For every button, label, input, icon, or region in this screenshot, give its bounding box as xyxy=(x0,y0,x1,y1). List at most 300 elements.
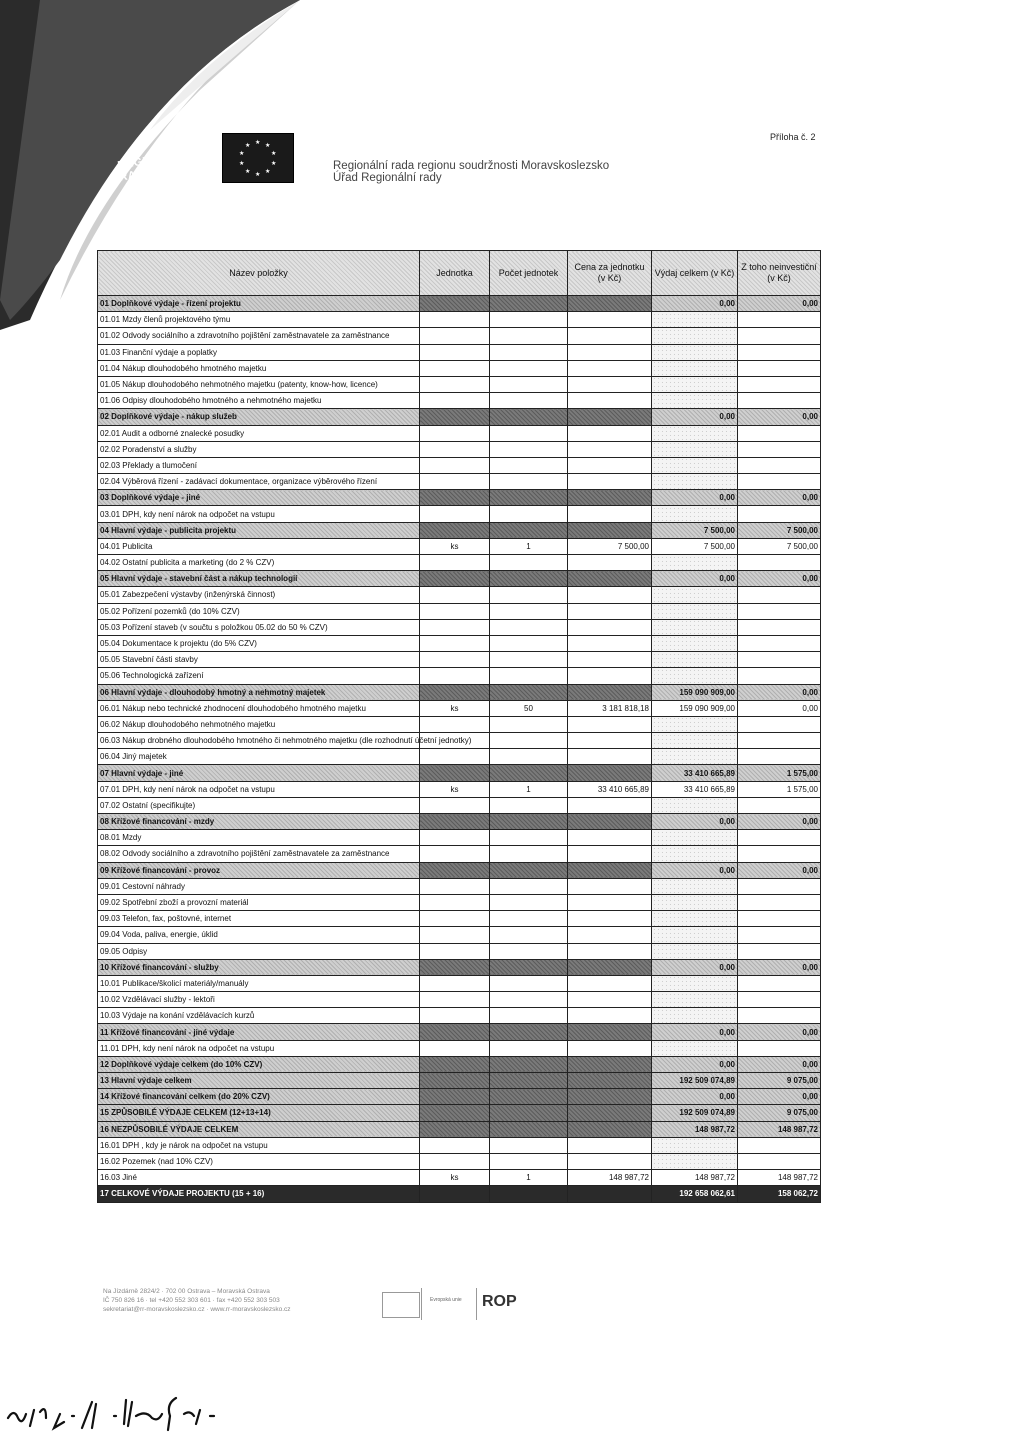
item-unit xyxy=(420,441,490,457)
table-group-row xyxy=(98,296,821,312)
table-row xyxy=(98,344,821,360)
item-noninvestment xyxy=(738,797,821,813)
item-count xyxy=(490,555,568,571)
table-group-row xyxy=(98,862,821,878)
table-row xyxy=(98,619,821,635)
item-noninvestment xyxy=(738,652,821,668)
item-total xyxy=(652,344,738,360)
col-header-unit: Jednotka xyxy=(420,251,490,296)
item-noninvestment: 7 500,00 xyxy=(738,538,821,554)
item-noninvestment xyxy=(738,992,821,1008)
item-total xyxy=(652,975,738,991)
item-price xyxy=(568,1121,652,1137)
item-price xyxy=(568,1056,652,1072)
item-count xyxy=(490,684,568,700)
item-total xyxy=(652,619,738,635)
item-price xyxy=(568,894,652,910)
item-unit xyxy=(420,716,490,732)
item-count xyxy=(490,652,568,668)
item-price: 7 500,00 xyxy=(568,538,652,554)
item-name: 13 Hlavní výdaje celkem xyxy=(98,1073,420,1089)
item-total xyxy=(652,894,738,910)
item-name: 05.01 Zabezpečení výstavby (inženýrská činnost) xyxy=(98,587,420,603)
table-group-row xyxy=(98,490,821,506)
item-name: 09 Křížové financování - provoz xyxy=(98,862,420,878)
item-count xyxy=(490,1073,568,1089)
table-row xyxy=(98,943,821,959)
item-name: 09.02 Spotřební zboží a provozní materiál xyxy=(98,894,420,910)
item-count xyxy=(490,1105,568,1121)
table-row xyxy=(98,894,821,910)
table-row xyxy=(98,1040,821,1056)
item-unit xyxy=(420,587,490,603)
item-unit xyxy=(420,312,490,328)
item-count xyxy=(490,814,568,830)
item-unit xyxy=(420,959,490,975)
footer-address xyxy=(103,1287,291,1314)
item-unit xyxy=(420,1153,490,1169)
item-count xyxy=(490,360,568,376)
item-price xyxy=(568,490,652,506)
item-name: 05.03 Pořízení staveb (v součtu s položkou 05.02 do 50 % CZV) xyxy=(98,619,420,635)
header-title-line1: Regionální rada regionu soudržnosti Moravskoslezsko xyxy=(333,160,610,172)
item-price xyxy=(568,409,652,425)
item-noninvestment xyxy=(738,312,821,328)
item-price xyxy=(568,878,652,894)
item-name: 01.02 Odvody sociálního a zdravotního pojištění zaměstnavatele za zaměstnance xyxy=(98,328,420,344)
item-name: 12 Doplňkové výdaje celkem (do 10% CZV) xyxy=(98,1056,420,1072)
item-total xyxy=(652,733,738,749)
item-unit xyxy=(420,1137,490,1153)
item-noninvestment: 1 575,00 xyxy=(738,781,821,797)
item-noninvestment: 0,00 xyxy=(738,296,821,312)
item-name: 08.01 Mzdy xyxy=(98,830,420,846)
item-name: 08 Křížové financování - mzdy xyxy=(98,814,420,830)
item-noninvestment: 158 062,72 xyxy=(738,1186,821,1202)
item-name: 04.01 Publicita xyxy=(98,538,420,554)
item-name: 05 Hlavní výdaje - stavební část a nákup technologií xyxy=(98,571,420,587)
item-unit xyxy=(420,668,490,684)
item-total xyxy=(652,716,738,732)
item-count xyxy=(490,441,568,457)
table-row xyxy=(98,635,821,651)
item-unit xyxy=(420,490,490,506)
table-group-row xyxy=(98,571,821,587)
item-total xyxy=(652,830,738,846)
item-name: 10.02 Vzdělávací služby - lektoři xyxy=(98,992,420,1008)
item-unit xyxy=(420,911,490,927)
item-count xyxy=(490,1008,568,1024)
item-count xyxy=(490,894,568,910)
item-total xyxy=(652,749,738,765)
item-unit xyxy=(420,1008,490,1024)
item-count xyxy=(490,1153,568,1169)
item-unit xyxy=(420,814,490,830)
item-name: 03.01 DPH, kdy není nárok na odpočet na vstupu xyxy=(98,506,420,522)
item-total xyxy=(652,668,738,684)
item-unit xyxy=(420,1073,490,1089)
item-name: 02.02 Poradenství a služby xyxy=(98,441,420,457)
item-noninvestment xyxy=(738,441,821,457)
table-group-row xyxy=(98,1121,821,1137)
item-total xyxy=(652,652,738,668)
item-name: 11.01 DPH, kdy není nárok na odpočet na vstupu xyxy=(98,1040,420,1056)
item-count xyxy=(490,830,568,846)
item-unit xyxy=(420,684,490,700)
budget-table-body xyxy=(98,296,821,1203)
item-unit: ks xyxy=(420,781,490,797)
item-unit xyxy=(420,992,490,1008)
item-price xyxy=(568,733,652,749)
item-name: 16.01 DPH , kdy je nárok na odpočet na vstupu xyxy=(98,1137,420,1153)
item-name: 07.01 DPH, kdy není nárok na odpočet na vstupu xyxy=(98,781,420,797)
table-row xyxy=(98,749,821,765)
item-count xyxy=(490,522,568,538)
item-price xyxy=(568,1186,652,1202)
item-noninvestment xyxy=(738,668,821,684)
item-price xyxy=(568,474,652,490)
header-title xyxy=(333,160,609,184)
item-price xyxy=(568,571,652,587)
item-unit: ks xyxy=(420,700,490,716)
item-noninvestment xyxy=(738,425,821,441)
item-total: 0,00 xyxy=(652,1056,738,1072)
item-price xyxy=(568,441,652,457)
item-name: 09.01 Cestovní náhrady xyxy=(98,878,420,894)
item-noninvestment xyxy=(738,830,821,846)
item-total xyxy=(652,1040,738,1056)
item-count: 1 xyxy=(490,781,568,797)
item-unit: ks xyxy=(420,538,490,554)
item-unit xyxy=(420,878,490,894)
item-count xyxy=(490,376,568,392)
item-unit xyxy=(420,522,490,538)
item-count xyxy=(490,393,568,409)
item-price xyxy=(568,797,652,813)
table-row xyxy=(98,457,821,473)
table-row xyxy=(98,474,821,490)
item-unit xyxy=(420,1056,490,1072)
table-group-row xyxy=(98,522,821,538)
item-count xyxy=(490,506,568,522)
footer-line1: Na Jízdárně 2824/2 · 702 00 Ostrava – Moravská Ostrava xyxy=(103,1288,270,1295)
item-name: 09.03 Telefon, fax, poštovné, internet xyxy=(98,911,420,927)
item-price xyxy=(568,749,652,765)
item-price xyxy=(568,425,652,441)
item-noninvestment: 0,00 xyxy=(738,571,821,587)
item-unit xyxy=(420,1105,490,1121)
item-total: 0,00 xyxy=(652,959,738,975)
item-noninvestment xyxy=(738,733,821,749)
item-price xyxy=(568,1089,652,1105)
table-row xyxy=(98,652,821,668)
item-noninvestment xyxy=(738,376,821,392)
table-row xyxy=(98,538,821,554)
item-total xyxy=(652,1008,738,1024)
item-price xyxy=(568,555,652,571)
item-unit xyxy=(420,1040,490,1056)
item-price xyxy=(568,943,652,959)
item-noninvestment xyxy=(738,555,821,571)
item-unit xyxy=(420,943,490,959)
item-count xyxy=(490,603,568,619)
item-total xyxy=(652,328,738,344)
item-total: 33 410 665,89 xyxy=(652,765,738,781)
item-count xyxy=(490,1186,568,1202)
item-price xyxy=(568,846,652,862)
table-row xyxy=(98,328,821,344)
item-price xyxy=(568,1153,652,1169)
footer-line3: sekretariat@rr-moravskoslezsko.cz · www.rr-moravskoslezsko.cz xyxy=(103,1306,291,1313)
item-noninvestment xyxy=(738,619,821,635)
item-name: 04 Hlavní výdaje - publicita projektu xyxy=(98,522,420,538)
item-noninvestment xyxy=(738,474,821,490)
item-price xyxy=(568,457,652,473)
item-total xyxy=(652,474,738,490)
item-name: 01 Doplňkové výdaje - řízení projektu xyxy=(98,296,420,312)
item-count: 1 xyxy=(490,538,568,554)
item-name: 11 Křížové financování - jiné výdaje xyxy=(98,1024,420,1040)
col-header-name: Název položky xyxy=(98,251,420,296)
item-price xyxy=(568,1040,652,1056)
item-total xyxy=(652,911,738,927)
item-count xyxy=(490,425,568,441)
item-total xyxy=(652,635,738,651)
footer-eu-flag-icon xyxy=(382,1292,420,1318)
item-noninvestment xyxy=(738,1153,821,1169)
item-unit xyxy=(420,1024,490,1040)
item-noninvestment xyxy=(738,360,821,376)
item-total: 0,00 xyxy=(652,1024,738,1040)
logo-text: REGIONÁLNÍ RADA xyxy=(116,148,192,184)
item-noninvestment xyxy=(738,1040,821,1056)
item-noninvestment xyxy=(738,1137,821,1153)
item-noninvestment: 0,00 xyxy=(738,700,821,716)
table-group-row xyxy=(98,1056,821,1072)
item-price xyxy=(568,1073,652,1089)
item-noninvestment: 0,00 xyxy=(738,684,821,700)
item-unit xyxy=(420,862,490,878)
item-total: 0,00 xyxy=(652,862,738,878)
item-total xyxy=(652,797,738,813)
item-count xyxy=(490,797,568,813)
item-total xyxy=(652,312,738,328)
item-name: 14 Křížové financování celkem (do 20% CZV) xyxy=(98,1089,420,1105)
item-name: 01.04 Nákup dlouhodobého hmotného majetku xyxy=(98,360,420,376)
item-unit xyxy=(420,619,490,635)
footer-line2: IČ 750 826 16 · tel +420 552 303 601 · fax +420 552 303 503 xyxy=(103,1297,280,1304)
item-count xyxy=(490,959,568,975)
item-total: 33 410 665,89 xyxy=(652,781,738,797)
item-noninvestment: 148 987,72 xyxy=(738,1170,821,1186)
item-price xyxy=(568,376,652,392)
item-unit xyxy=(420,1121,490,1137)
item-total: 148 987,72 xyxy=(652,1170,738,1186)
item-count xyxy=(490,344,568,360)
item-unit xyxy=(420,474,490,490)
item-noninvestment xyxy=(738,749,821,765)
eu-flag-icon: ★ ★ ★ ★ ★ ★ ★ ★ ★ ★ xyxy=(222,133,294,183)
item-total xyxy=(652,425,738,441)
item-unit xyxy=(420,360,490,376)
item-price: 3 181 818,18 xyxy=(568,700,652,716)
item-count xyxy=(490,846,568,862)
item-noninvestment xyxy=(738,1008,821,1024)
item-total xyxy=(652,927,738,943)
item-count xyxy=(490,1137,568,1153)
table-group-row xyxy=(98,765,821,781)
table-row xyxy=(98,1170,821,1186)
item-count xyxy=(490,328,568,344)
item-noninvestment xyxy=(738,328,821,344)
item-price xyxy=(568,959,652,975)
item-name: 07 Hlavní výdaje - jiné xyxy=(98,765,420,781)
item-noninvestment: 0,00 xyxy=(738,1056,821,1072)
item-count xyxy=(490,927,568,943)
item-count xyxy=(490,1024,568,1040)
table-row xyxy=(98,797,821,813)
item-noninvestment: 0,00 xyxy=(738,490,821,506)
item-unit xyxy=(420,652,490,668)
item-noninvestment xyxy=(738,635,821,651)
table-group-row xyxy=(98,1105,821,1121)
item-unit xyxy=(420,393,490,409)
item-unit xyxy=(420,555,490,571)
item-noninvestment xyxy=(738,716,821,732)
item-total xyxy=(652,393,738,409)
item-price xyxy=(568,992,652,1008)
item-unit xyxy=(420,571,490,587)
item-price xyxy=(568,619,652,635)
table-row xyxy=(98,1153,821,1169)
item-price xyxy=(568,603,652,619)
item-noninvestment: 9 075,00 xyxy=(738,1073,821,1089)
item-count xyxy=(490,571,568,587)
item-price xyxy=(568,360,652,376)
item-price xyxy=(568,765,652,781)
item-unit xyxy=(420,457,490,473)
item-name: 01.06 Odpisy dlouhodobého hmotného a nehmotného majetku xyxy=(98,393,420,409)
item-count xyxy=(490,490,568,506)
item-name: 01.01 Mzdy členů projektového týmu xyxy=(98,312,420,328)
item-unit xyxy=(420,1089,490,1105)
item-unit xyxy=(420,425,490,441)
table-row xyxy=(98,1008,821,1024)
item-noninvestment xyxy=(738,975,821,991)
item-name: 02 Doplňkové výdaje - nákup služeb xyxy=(98,409,420,425)
table-group-row xyxy=(98,1089,821,1105)
item-name: 16 NEZPŮSOBILÉ VÝDAJE CELKEM xyxy=(98,1121,420,1137)
table-row xyxy=(98,992,821,1008)
item-name: 15 ZPŮSOBILÉ VÝDAJE CELKEM (12+13+14) xyxy=(98,1105,420,1121)
item-price xyxy=(568,522,652,538)
item-total: 0,00 xyxy=(652,814,738,830)
item-price xyxy=(568,506,652,522)
table-row xyxy=(98,716,821,732)
item-count xyxy=(490,975,568,991)
item-name: 07.02 Ostatní (specifikujte) xyxy=(98,797,420,813)
item-name: 05.02 Pořízení pozemků (do 10% CZV) xyxy=(98,603,420,619)
item-unit xyxy=(420,975,490,991)
item-total xyxy=(652,457,738,473)
item-count xyxy=(490,457,568,473)
item-name: 17 CELKOVÉ VÝDAJE PROJEKTU (15 + 16) xyxy=(98,1186,420,1202)
table-row xyxy=(98,441,821,457)
item-price xyxy=(568,393,652,409)
item-unit xyxy=(420,506,490,522)
item-count xyxy=(490,474,568,490)
item-count xyxy=(490,878,568,894)
header-title-line2: Úřad Regionální rady xyxy=(333,172,442,184)
item-count xyxy=(490,716,568,732)
table-group-row xyxy=(98,684,821,700)
table-header-row xyxy=(98,251,821,296)
item-unit xyxy=(420,376,490,392)
item-noninvestment xyxy=(738,878,821,894)
table-group-row xyxy=(98,959,821,975)
item-name: 05.05 Stavební části stavby xyxy=(98,652,420,668)
item-total xyxy=(652,506,738,522)
item-count xyxy=(490,296,568,312)
item-price xyxy=(568,344,652,360)
item-name: 10.03 Výdaje na konání vzdělávacích kurzů xyxy=(98,1008,420,1024)
item-price xyxy=(568,635,652,651)
item-count xyxy=(490,587,568,603)
table-row xyxy=(98,878,821,894)
item-unit xyxy=(420,797,490,813)
item-name: 05.04 Dokumentace k projektu (do 5% CZV) xyxy=(98,635,420,651)
item-unit xyxy=(420,635,490,651)
item-name: 04.02 Ostatní publicita a marketing (do 2 % CZV) xyxy=(98,555,420,571)
item-name: 03 Doplňkové výdaje - jiné xyxy=(98,490,420,506)
item-noninvestment: 7 500,00 xyxy=(738,522,821,538)
item-name: 08.02 Odvody sociálního a zdravotního pojištění zaměstnavatele za zaměstnance xyxy=(98,846,420,862)
table-row xyxy=(98,1137,821,1153)
item-total: 159 090 909,00 xyxy=(652,700,738,716)
item-count xyxy=(490,668,568,684)
item-unit xyxy=(420,927,490,943)
item-count xyxy=(490,765,568,781)
item-total: 192 509 074,89 xyxy=(652,1073,738,1089)
col-header-noninvestment: Z toho neinvestiční (v Kč) xyxy=(738,251,821,296)
item-price xyxy=(568,328,652,344)
item-unit xyxy=(420,296,490,312)
col-header-total: Výdaj celkem (v Kč) xyxy=(652,251,738,296)
item-name: 06.01 Nákup nebo technické zhodnocení dlouhodobého hmotného majetku xyxy=(98,700,420,716)
item-noninvestment: 148 987,72 xyxy=(738,1121,821,1137)
item-unit xyxy=(420,894,490,910)
item-name: 16.02 Pozemek (nad 10% CZV) xyxy=(98,1153,420,1169)
item-noninvestment: 1 575,00 xyxy=(738,765,821,781)
item-noninvestment xyxy=(738,506,821,522)
table-row xyxy=(98,975,821,991)
item-price xyxy=(568,975,652,991)
item-total: 0,00 xyxy=(652,1089,738,1105)
item-count xyxy=(490,1121,568,1137)
item-unit xyxy=(420,749,490,765)
item-name: 06.03 Nákup drobného dlouhodobého hmotného či nehmotného majetku (dle rozhodnutí účetní jednotky) xyxy=(98,733,420,749)
item-count xyxy=(490,1089,568,1105)
item-count xyxy=(490,312,568,328)
table-row xyxy=(98,393,821,409)
item-total xyxy=(652,376,738,392)
item-count xyxy=(490,911,568,927)
item-noninvestment: 0,00 xyxy=(738,1089,821,1105)
item-price xyxy=(568,312,652,328)
item-count xyxy=(490,749,568,765)
item-total xyxy=(652,587,738,603)
item-name: 02.03 Překlady a tlumočení xyxy=(98,457,420,473)
